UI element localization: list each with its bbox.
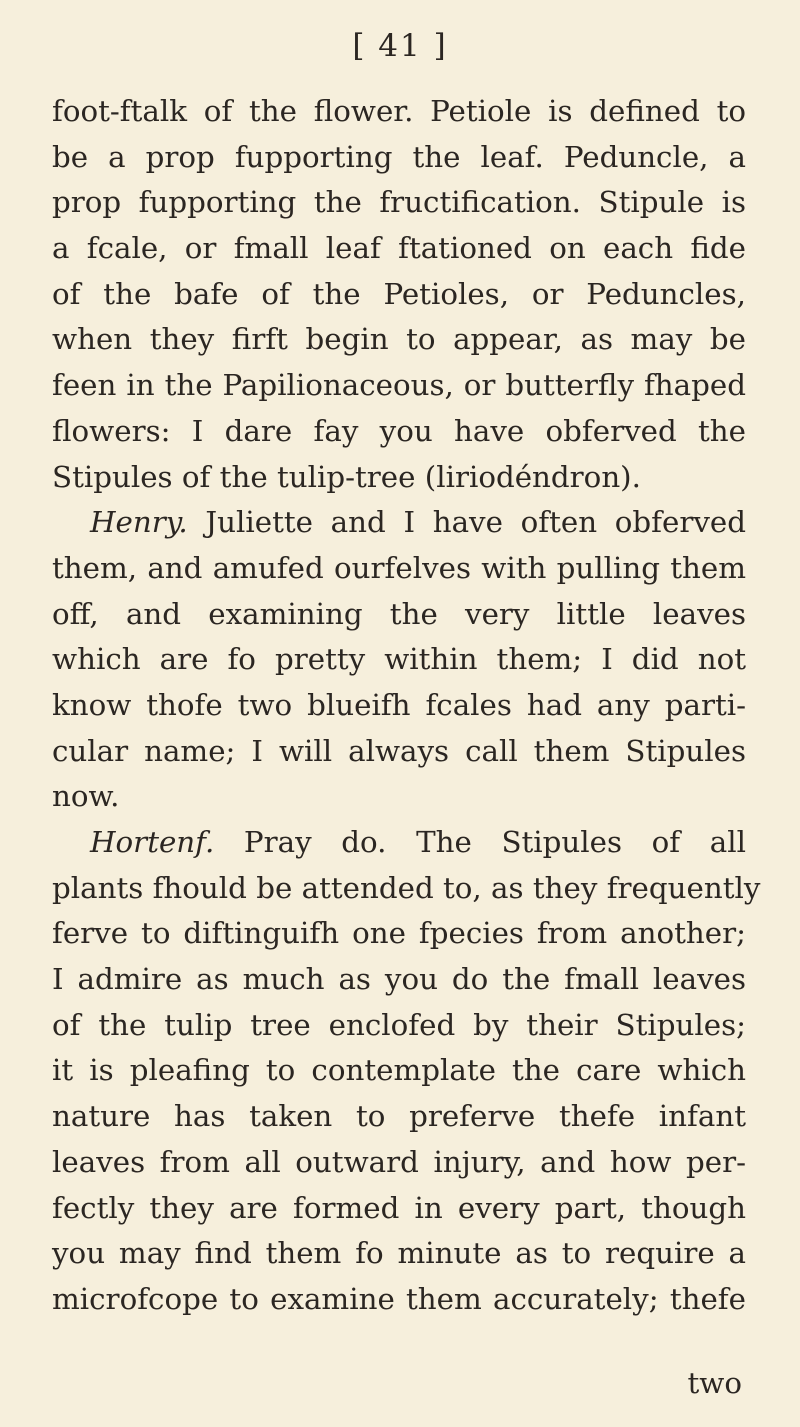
line-text: plants fhould be attended to, as they frequently <box>52 870 761 905</box>
text-line <box>52 317 746 363</box>
line-text: cular name; I will always call them Stipules <box>52 733 746 768</box>
text-line <box>52 89 746 135</box>
line-text: feen in the Papilionaceous, or butterfly fhaped <box>52 368 746 403</box>
text-line <box>52 774 746 820</box>
line-text: off, and examining the very little leaves <box>52 596 746 631</box>
line-text: Juliette and I have often obferved <box>187 505 746 540</box>
line-text: leaves from all outward injury, and how per- <box>52 1144 746 1179</box>
text-line <box>52 957 746 1003</box>
line-text: prop fupporting the fructification. Stipule is <box>52 185 746 220</box>
line-text: them, and amufed ourfelves with pulling them <box>52 550 746 585</box>
body-text <box>52 89 761 1323</box>
catchword: two <box>687 1366 742 1400</box>
text-line <box>52 226 746 272</box>
text-line <box>52 911 746 957</box>
line-text: be a prop fupporting the leaf. Peduncle, a <box>52 139 746 174</box>
text-line <box>52 820 746 866</box>
line-text: Pray do. The Stipules of all <box>214 825 746 859</box>
text-line <box>52 1277 746 1323</box>
text-line <box>52 363 746 409</box>
line-text: fectly they are formed in every part, though <box>52 1190 746 1225</box>
text-line <box>52 592 746 638</box>
line-text: when they firft begin to appear, as may be <box>52 322 746 357</box>
text-line <box>52 1186 746 1232</box>
line-text: which are fo pretty within them; I did not <box>52 642 746 677</box>
line-text: flowers: I dare fay you have obferved the <box>52 413 746 448</box>
text-line <box>52 866 761 912</box>
line-text: know thofe two blueifh fcales had any parti- <box>52 687 746 722</box>
line-text: microfcope to examine them accurately; thefe <box>52 1281 746 1316</box>
line-text: of the tulip tree enclofed by their Stipules; <box>52 1007 746 1042</box>
text-line <box>52 1140 746 1186</box>
line-text: it is pleafing to contemplate the care which <box>52 1053 746 1088</box>
text-line <box>52 683 746 729</box>
text-line <box>52 1231 746 1277</box>
text-line <box>52 135 746 181</box>
line-text: I admire as much as you do the fmall leaves <box>52 962 746 997</box>
line-text: now. <box>52 779 120 814</box>
line-text: you may find them fo minute as to require a <box>52 1236 746 1271</box>
page-number: [ 41 ] <box>352 28 448 64</box>
text-line <box>52 272 746 318</box>
text-line <box>52 1003 746 1049</box>
text-line <box>52 546 746 592</box>
line-text: nature has taken to preferve thefe infant <box>52 1099 746 1134</box>
speaker-name: Henry. <box>90 505 188 540</box>
text-line <box>52 1048 746 1094</box>
text-line <box>52 500 746 546</box>
line-text: Stipules of the tulip-tree (liriodéndron). <box>52 459 641 494</box>
text-line <box>52 637 746 683</box>
text-line <box>52 455 746 501</box>
text-line <box>52 409 746 455</box>
speaker-name: Hortenf. <box>90 825 215 859</box>
line-text: of the bafe of the Petioles, or Peduncles, <box>52 276 746 311</box>
text-line <box>52 1094 746 1140</box>
line-text: ferve to diftinguifh one fpecies from another; <box>52 916 746 951</box>
text-line <box>52 729 746 775</box>
line-text: a fcale, or fmall leaf ftationed on each fide <box>52 231 746 266</box>
text-line <box>52 180 746 226</box>
line-text: foot-ftalk of the flower. Petiole is defined to <box>52 94 746 128</box>
